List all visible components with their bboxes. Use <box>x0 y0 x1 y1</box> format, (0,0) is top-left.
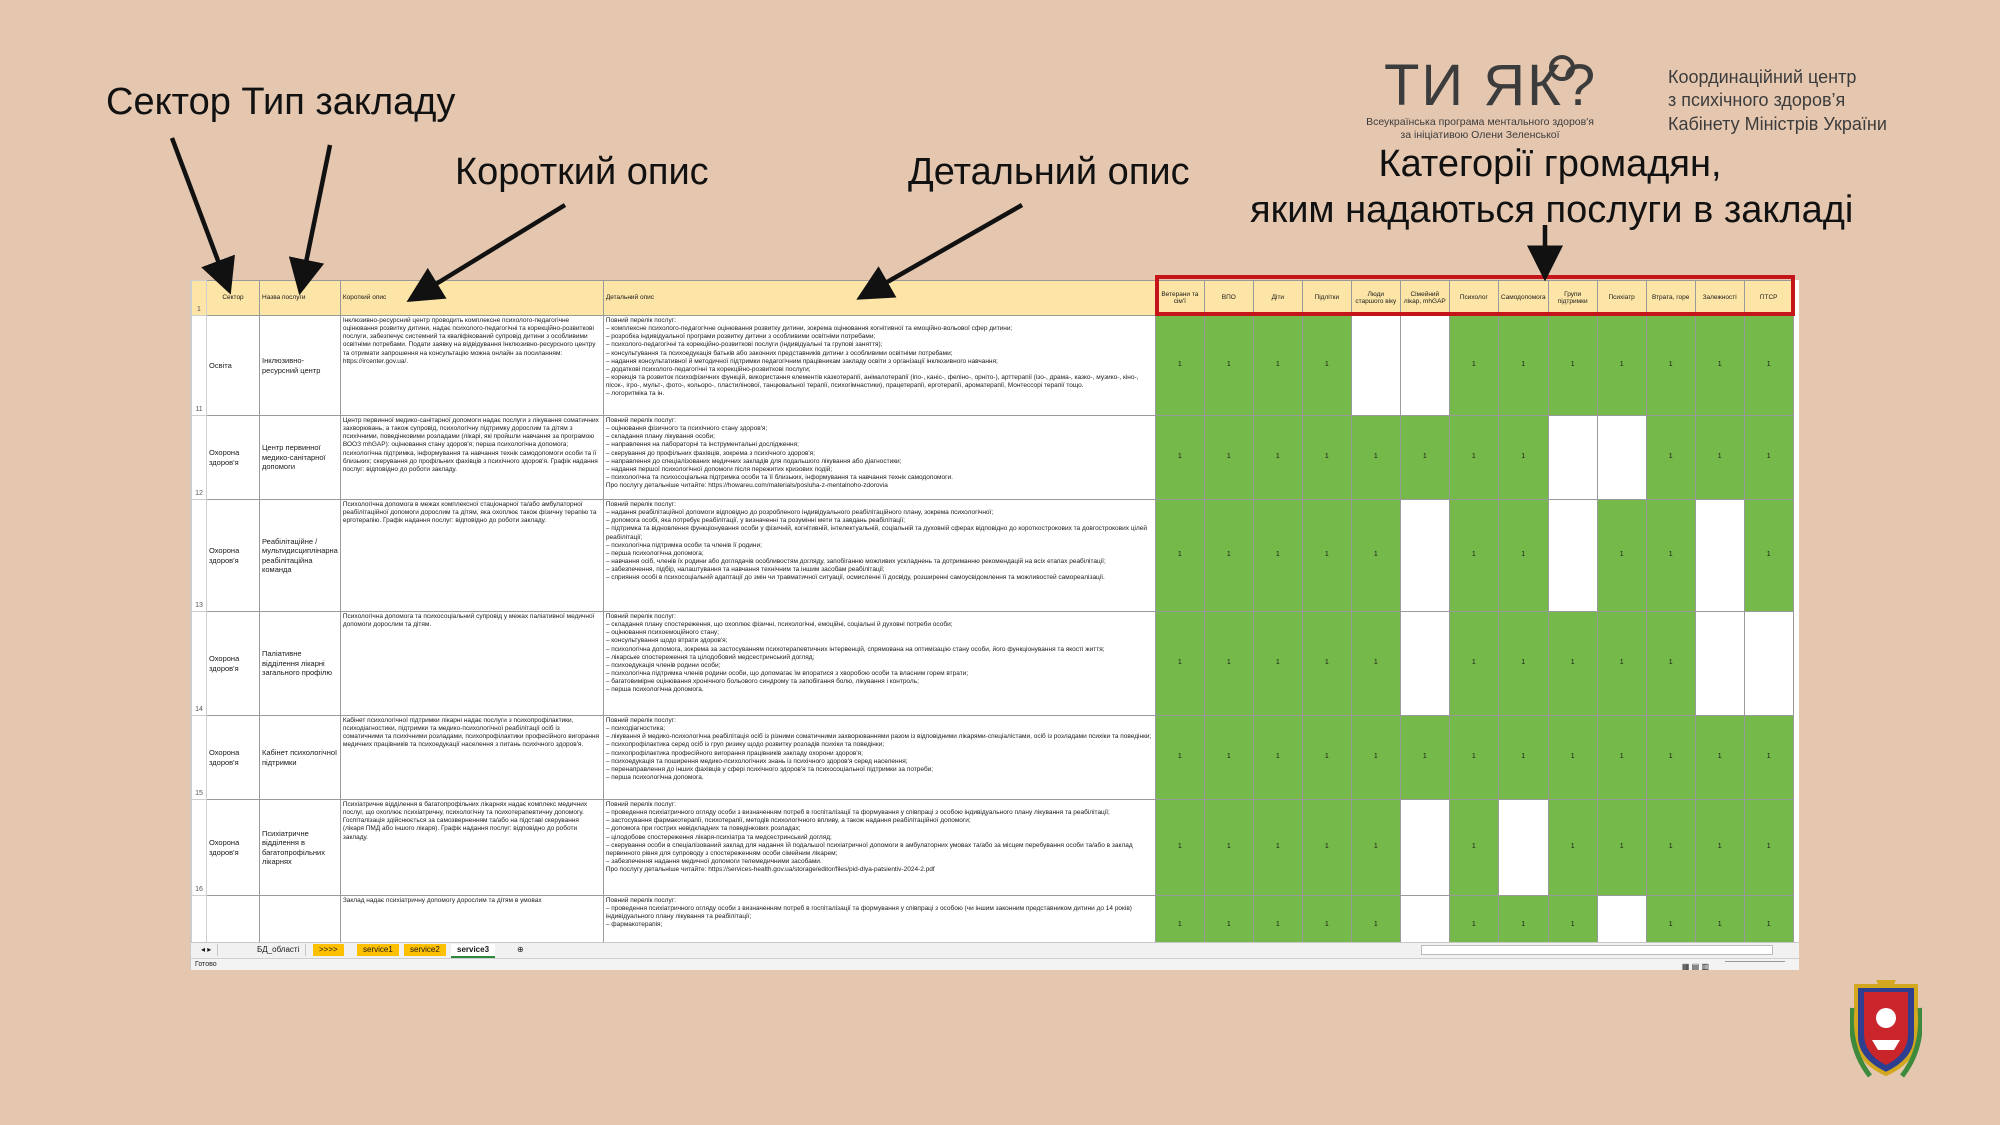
cell-category-mark[interactable]: 1 <box>1548 896 1597 943</box>
cell-category-mark[interactable]: 1 <box>1351 612 1400 716</box>
tab-separator[interactable]: >>>> <box>313 944 344 956</box>
cell-service[interactable]: Інклюзивно-ресурсний центр <box>260 316 341 416</box>
cell-detailed[interactable]: Повний перелік послуг: – комплексне психолого-педагогічне оцінювання розвитку дитини, зокрема оцінювання когнітивної та емоційно-вольової сфер дитини; – розробка індивідуальної програми розвитку дитини з особливими освітніми потребами; – психолого-педагогічні та корекційно-розвиткові послуги (індивідуальні та групові заняття); – консультування та психоедукація батьків або законних представників дитини з особливими освітніми потребами; – надання консультативної й методичної підтримки педагогічним працівникам закладу освіти з організації інклюзивного навчання; – додаткові психолого-педагогічні та корекційно-розвиткові послуги; – корекція та розвиток психофізичних функцій, використання елементів казкотерапії, анімалотерапії (іпо-, каніс-, феліно-, орніто-), арттерапії (ізо-, драма-, казко-, музико-, кіно-, пісок-, ігро-, мульт-, фото-, кольоро-, пластилінової, танцювальної терапії, психогімнастики), працетерапії, ерготерапії, ароматерапії, Монтессорі терапії тощо. – логоритміка та ін. <box>603 316 1155 416</box>
cell-sector[interactable]: Охорона здоров'я <box>207 716 260 800</box>
cell-category-mark[interactable]: 1 <box>1253 716 1302 800</box>
cell-category-mark[interactable]: 1 <box>1449 416 1498 500</box>
row-number[interactable]: 15 <box>192 716 207 800</box>
cell-category-mark[interactable]: 1 <box>1204 416 1253 500</box>
row-number[interactable]: 11 <box>192 316 207 416</box>
cell-detailed[interactable]: Повний перелік послуг: – оцінювання фізичного та психічного стану здоров'я; – складання плану лікування особи; – направлення на лабораторні та інструментальні дослідження; – скерування до профільних фахівців, зокрема з психічного здоров'я; – направлення до спеціалізованих медичних закладів для подальшого лікування або діагностики; – надання першої психологічної допомоги після пережитих кризових подій; – психологічна та психосоціальна підтримка особи та її близьких, інформування та навчання технік самодопомоги. Про послугу детальніше читайте: https://howareu.com/materials/posluha-z-mentalnoho-zdorovia <box>603 416 1155 500</box>
cell-category-mark[interactable]: 1 <box>1646 500 1695 612</box>
cell-category-mark[interactable]: 1 <box>1744 500 1793 612</box>
cell-category-mark[interactable]: 1 <box>1597 612 1646 716</box>
cell-category-mark[interactable]: 1 <box>1744 896 1793 943</box>
cell-category-mark[interactable]: 1 <box>1302 416 1351 500</box>
cell-category-mark[interactable]: 1 <box>1400 416 1449 500</box>
cell-category-mark[interactable]: 1 <box>1204 716 1253 800</box>
cell-sector[interactable]: Охорона здоров'я <box>207 500 260 612</box>
cell-category-mark[interactable]: 1 <box>1498 500 1548 612</box>
cell-category-mark[interactable]: 1 <box>1597 500 1646 612</box>
coord-line3: Кабінету Міністрів України <box>1668 113 1887 134</box>
cell-category-mark[interactable]: 1 <box>1253 316 1302 416</box>
cell-category-mark[interactable]: 1 <box>1498 316 1548 416</box>
label-short-desc: Короткий опис <box>455 151 709 193</box>
cell-category-mark[interactable]: 1 <box>1597 716 1646 800</box>
cell-sector[interactable]: Охорона здоров'я <box>207 800 260 896</box>
cell-category-mark[interactable]: 1 <box>1449 716 1498 800</box>
tab-bd-oblasti[interactable]: БД_області <box>251 944 306 956</box>
cell-short[interactable]: Психологічна допомога в межах комплексної стаціонарної та/або амбулаторної реабілітаційної допомоги дорослим та дітям, яка охоплює також фізичну терапію та ерготерапію. Графік надання послуг: відповідно до роботи закладу. <box>340 500 603 612</box>
logo-sub-line1: Всеукраїнська програма ментального здоров'я <box>1366 116 1594 128</box>
arrow-type <box>302 145 330 282</box>
cell-service[interactable]: Реабілітаційне / мультидисциплінарна реабілітаційна команда <box>260 500 341 612</box>
label-categories-line2: яким надаються послуги в закладі <box>1250 188 1854 231</box>
cell-category-mark[interactable]: 1 <box>1351 716 1400 800</box>
cell-category-mark[interactable]: 1 <box>1744 316 1793 416</box>
label-categories-line1: Категорії громадян, <box>1378 143 1722 185</box>
row-number[interactable]: 1 <box>192 281 207 316</box>
cell-category-mark[interactable]: 1 <box>1204 316 1253 416</box>
cell-category-mark[interactable]: 1 <box>1646 800 1695 896</box>
cell-category-mark[interactable]: 1 <box>1548 316 1597 416</box>
cell-category-mark[interactable]: 1 <box>1351 896 1400 943</box>
cell-category-mark[interactable]: 1 <box>1155 612 1204 716</box>
cell-service[interactable]: Центр первинної медико-санітарної допомоги <box>260 416 341 500</box>
cell-category-mark[interactable]: 1 <box>1498 716 1548 800</box>
header-category-6[interactable]: Психолог <box>1449 281 1498 316</box>
cell-category-mark[interactable]: 1 <box>1597 316 1646 416</box>
cell-category-mark[interactable]: 1 <box>1646 612 1695 716</box>
cell-category-mark[interactable]: 1 <box>1695 896 1744 943</box>
cell-category-mark[interactable]: 1 <box>1253 612 1302 716</box>
cell-category-mark[interactable]: 1 <box>1204 896 1253 943</box>
coord-line1: Координаційний центр <box>1668 67 1857 87</box>
cell-category-mark[interactable]: 1 <box>1302 316 1351 416</box>
add-sheet-icon[interactable]: ⊕ <box>511 944 530 956</box>
cell-category-mark[interactable]: 1 <box>1253 896 1302 943</box>
cell-category-mark[interactable]: 1 <box>1155 316 1204 416</box>
cell-category-mark[interactable]: 1 <box>1253 800 1302 896</box>
cell-category-mark[interactable]: 1 <box>1646 416 1695 500</box>
cell-category-mark[interactable]: 1 <box>1155 896 1204 943</box>
row-number[interactable]: 12 <box>192 416 207 500</box>
cell-category-mark[interactable]: 1 <box>1498 612 1548 716</box>
tab-service2[interactable]: service2 <box>404 944 446 956</box>
cell-category-mark[interactable]: 1 <box>1351 800 1400 896</box>
label-detailed-desc: Детальний опис <box>908 151 1190 193</box>
nav-arrows[interactable]: ◂ ▸ <box>195 944 218 956</box>
cell-category-mark[interactable]: 1 <box>1449 316 1498 416</box>
cell-service[interactable]: Кабінет психологічної підтримки <box>260 716 341 800</box>
cell-category-mark[interactable]: 1 <box>1548 612 1597 716</box>
row-number[interactable]: 16 <box>192 800 207 896</box>
cell-category-mark[interactable]: 1 <box>1204 500 1253 612</box>
cell-service[interactable]: Психіатричне відділення в багатопрофільних лікарнях <box>260 800 341 896</box>
cell-sector[interactable]: Охорона здоров'я <box>207 612 260 716</box>
cell-category-mark[interactable]: 1 <box>1302 800 1351 896</box>
cell-category-mark[interactable]: 1 <box>1498 896 1548 943</box>
cell-category-mark[interactable]: 1 <box>1695 800 1744 896</box>
cell-category-mark[interactable]: 1 <box>1155 500 1204 612</box>
cell-short[interactable]: Заклад надає психіатричну допомогу дорослим та дітям в умовах <box>340 896 603 943</box>
cell-category-mark[interactable]: 1 <box>1400 716 1449 800</box>
tab-service3[interactable]: service3 <box>451 944 495 958</box>
logo-sub-line2: за ініціативою Олени Зеленської <box>1400 129 1560 142</box>
header-category-11[interactable]: Залежності <box>1695 281 1744 316</box>
status-text: Готово <box>195 961 217 968</box>
cell-category-mark[interactable]: 1 <box>1302 896 1351 943</box>
cell-short[interactable]: Психологічна допомога та психосоціальний супровід у межах паліативної медичної допомоги дорослим та дітям. <box>340 612 603 716</box>
tab-service1[interactable]: service1 <box>357 944 399 956</box>
cell-category-mark[interactable]: 1 <box>1449 500 1498 612</box>
cell-category-mark[interactable]: 1 <box>1449 800 1498 896</box>
header-detailed[interactable]: Детальний опис <box>603 281 1155 316</box>
header-sector[interactable]: Сектор <box>207 281 260 316</box>
cell-category-mark[interactable]: 1 <box>1646 716 1695 800</box>
cell-category-mark[interactable]: 1 <box>1498 416 1548 500</box>
cell-category-mark[interactable]: 1 <box>1646 316 1695 416</box>
cell-detailed[interactable]: Повний перелік послуг: – проведення психіатричного огляду особи з визначенням потреб в госпіталізації та формування у співпраці з особою (чи іншим законним представником дитини до 14 років) індивідуального плану лікування та реабілітації; – фармакотерапія; <box>603 896 1155 943</box>
cell-category-mark[interactable]: 1 <box>1597 800 1646 896</box>
header-category-3[interactable]: Підлітки <box>1302 281 1351 316</box>
cell-short[interactable]: Центр первинної медико-санітарної допомоги надає послуги з лікування соматичних захворювань, а також супровід, психологічну підтримку дорослим та дітям з психічними, поведінковими розладами (лікарі, які пройшли навчання за програмою ВООЗ mhGAP): оцінювання стану здоров'я; перша психологічна допомога; психологічна підтримка, інформування та навчання технік самодопомоги особи та її близьких; скерування до профільних фахівців з психічного здоров'я. Графік надання послуг: відповідно до роботи закладу. <box>340 416 603 500</box>
header-category-2[interactable]: Діти <box>1253 281 1302 316</box>
header-category-0[interactable]: Ветерани та сім'ї <box>1155 281 1204 316</box>
cell-category-mark[interactable]: 1 <box>1253 416 1302 500</box>
cell-detailed[interactable]: Повний перелік послуг: – надання реабілітаційної допомоги відповідно до розробленого індивідуального реабілітаційного плану, зокрема психологічної; – допомога особі, яка потребує реабілітації, у визначенні та розумінні мети та завдань реабілітації; – підтримка та відновлення функціонування особи у фізичній, когнітивній, інтелектуальній, соціальній та духовній сферах відповідно до короткострокових та довгострокових цілей реабілітації; – психологічна підтримка особи та членів її родини; – перша психологічна допомога; – навчання осіб, членів їх родини або доглядачів особливостям догляду, запобіганню можливих ускладнень та дотриманню рекомендацій на всіх етапах реабілітації; – забезпечення, підбір, налаштування та навчання технічним та іншим засобам реабілітації; – сприяння особі в психосоціальній адаптації до змін чи травматичної ситуації, осмисленні її досвіду, розширенні самоусвідомлення та можливостей самореалізації. <box>603 500 1155 612</box>
view-mode-icons[interactable]: ▦ ▤ ▥ <box>1681 962 1709 970</box>
header-category-5[interactable]: Сімейний лікар, mhGAP <box>1400 281 1449 316</box>
cell-category-mark[interactable]: 1 <box>1449 612 1498 716</box>
cell-detailed[interactable]: Повний перелік послуг: – складання плану спостереження, що охоплює фізичні, психологічні, емоційні, соціальні й духовні потреби особи; – оцінювання психоемоційного стану; – консультування щодо втрати здоров'я; – психологічна допомога, зокрема за застосуванням психотерапевтичних інтервенцій, спрямована на оптимізацію стану особи, його функціонування та якості життя; – лікарське спостереження та цілодобовий медсестринський догляд; – психоедукація членів родини особи; – психологічна підтримка членів родини особи, що допомагає їм впоратися з хворобою особи та власним горем втрати; – багатовимірне оцінювання хронічного больового синдрому та запобігання болю, лікування і контроль; – перша психологічна допомога. <box>603 612 1155 716</box>
cell-category-mark[interactable]: 1 <box>1302 612 1351 716</box>
cell-category-mark[interactable]: 1 <box>1695 416 1744 500</box>
cell-category-mark[interactable]: 1 <box>1744 800 1793 896</box>
header-category-1[interactable]: ВПО <box>1204 281 1253 316</box>
header-category-8[interactable]: Групи підтримки <box>1548 281 1597 316</box>
row-number[interactable]: 13 <box>192 500 207 612</box>
cell-sector[interactable]: Освіта <box>207 316 260 416</box>
coord-line2: з психічного здоров’я <box>1668 90 1846 111</box>
logo-title: ТИ ЯК? <box>1384 53 1598 118</box>
logo-ornament <box>1551 57 1573 79</box>
cell-category-mark[interactable]: 1 <box>1253 500 1302 612</box>
cell-category-mark[interactable]: 1 <box>1695 316 1744 416</box>
cell-category-mark[interactable]: 1 <box>1155 416 1204 500</box>
cell-short[interactable]: Кабінет психологічної підтримки лікарні надає послуги з психопрофілактики, психодіагностики, підтримки та медико-психологічної реабілітації осіб із соматичними та психічними розладами, психопрофілактики професійного вигорання медичних працівників та психоедукації населення з питань психічного здоров'я. <box>340 716 603 800</box>
cell-short[interactable]: Психіатричне відділення в багатопрофільних лікарнях надає комплекс медичних послуг, що охоплює психіатричну, психологічну та психотерапевтичну допомогу. Госпіталізація здійснюється за самозверненням та/або на підставі скерування (лікаря ПМД або іншого лікаря). Графік надання послуг: відповідно до роботи закладу. <box>340 800 603 896</box>
header-service[interactable]: Назва послуги <box>260 281 341 316</box>
header-short[interactable]: Короткий опис <box>340 281 603 316</box>
cell-detailed[interactable]: Повний перелік послуг: – проведення психіатричного огляду особи з визначенням потреб в госпіталізації та формування у співпраці з особою індивідуального плану лікування та реабілітації; – застосування фармакотерапії, психотерапії, методів психологічного впливу, а також надання реабілітаційної допомоги; – допомога при гострих невідкладних та поведінкових розладах; – цілодобове спостереження лікаря-психіатра та медсестринський догляд; – скерування особи в спеціалізований заклад для надання їй подальшої психіатричної допомоги в амбулаторних умовах та/або за місцем перебування особи та/або в заклад первинного рівня для супроводу з спостереженням особи сімейним лікарем; – забезпечення надання медичної допомоги телемедичними засобами. Про послугу детальніше читайте: https://services-health.gov.ua/storage/editor/files/pid-dlya-patsientiv-2024-2.pdf <box>603 800 1155 896</box>
cell-service[interactable]: Паліативне відділення лікарні загального профілю <box>260 612 341 716</box>
label-sector-type: Сектор Тип закладу <box>106 81 456 123</box>
cell-short[interactable]: Інклюзивно-ресурсний центр проводить комплексне психолого-педагогічне оцінювання розвитку дитини, надає психолого-педагогічні та корекційно-розвиткові послуги, забезпечує системний та кваліфікований супровід дитини з особливими освітніми потребами. Подати заявку на відвідування Інклюзивно-ресурсного центру та отримати запрошення на консультацію можна онлайн за посиланням: https://ircenter.gov.ua/. <box>340 316 603 416</box>
cell-category-mark[interactable]: 1 <box>1695 716 1744 800</box>
cell-category-mark[interactable]: 1 <box>1155 800 1204 896</box>
cell-sector[interactable]: Охорона здоров'я <box>207 416 260 500</box>
cell-category-mark[interactable]: 1 <box>1204 800 1253 896</box>
cell-category-mark[interactable]: 1 <box>1744 716 1793 800</box>
arrow-detailed <box>868 205 1022 293</box>
header-category-4[interactable]: Люди старшого віку <box>1351 281 1400 316</box>
header-category-12[interactable]: ПТСР <box>1744 281 1793 316</box>
cell-detailed[interactable]: Повний перелік послуг: – психодіагностика; – лікування й медико-психологічна реабілітація осіб із різними соматичними захворюваннями разом із відповідними лікарями-спеціалістами, осіб із розладами психіки та поведінки; – психопрофілактика серед осіб із груп ризику щодо розвитку розладів психіки та поведінки; – психопрофілактика професійного вигорання працівників закладу охорони здоров'я; – психоедукація та поширення медико-психологічних знань із психічного здоров'я серед населення; – перенаправлення до інших фахівців у сфері психічного здоров'я та психосоціальної підтримки за потреби; – перша психологічна допомога. <box>603 716 1155 800</box>
region-emblem-icon <box>1850 978 1922 1082</box>
cell-category-mark[interactable]: 1 <box>1548 716 1597 800</box>
cell-category-mark[interactable]: 1 <box>1302 500 1351 612</box>
cell-category-mark[interactable]: 1 <box>1155 716 1204 800</box>
cell-category-mark[interactable]: 1 <box>1302 716 1351 800</box>
row-number[interactable]: 14 <box>192 612 207 716</box>
cell-category-mark[interactable]: 1 <box>1548 800 1597 896</box>
arrow-sector <box>172 138 226 282</box>
cell-category-mark[interactable]: 1 <box>1351 416 1400 500</box>
cell-category-mark[interactable]: 1 <box>1744 416 1793 500</box>
cell-category-mark[interactable]: 1 <box>1449 896 1498 943</box>
cell-category-mark[interactable]: 1 <box>1646 896 1695 943</box>
header-category-9[interactable]: Психіатр <box>1597 281 1646 316</box>
header-category-7[interactable]: Самодопомога <box>1498 281 1548 316</box>
header-category-10[interactable]: Втрата, горе <box>1646 281 1695 316</box>
cell-category-mark[interactable]: 1 <box>1351 500 1400 612</box>
arrow-short <box>418 205 565 295</box>
cell-category-mark[interactable]: 1 <box>1204 612 1253 716</box>
